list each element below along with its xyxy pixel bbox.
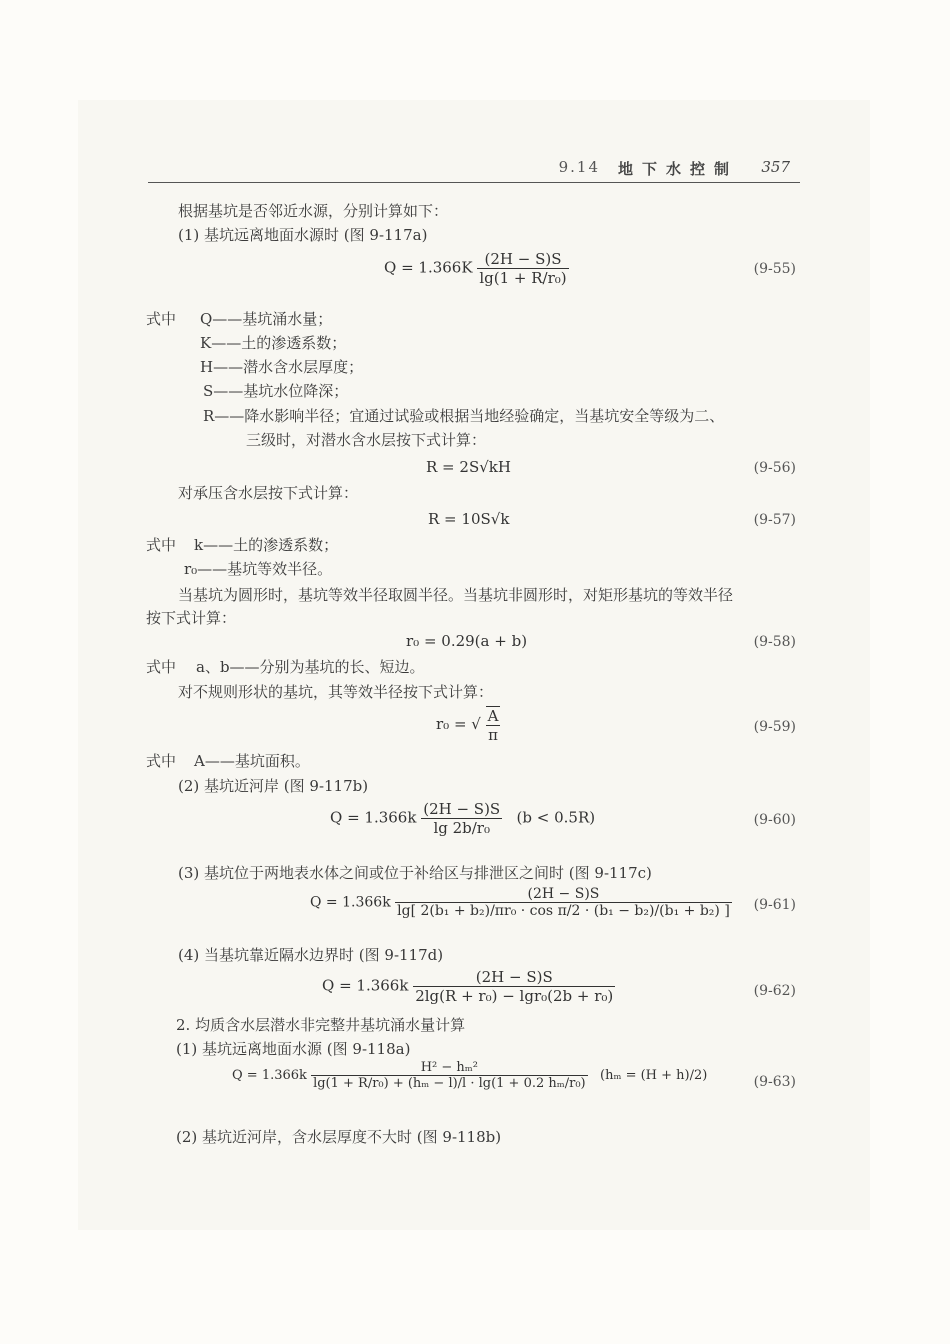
where-label: 式中 <box>146 310 177 328</box>
case-1-heading: (1) 基坑远离地面水源时 (图 9-117a) <box>178 226 428 244</box>
intro-text: 根据基坑是否邻近水源，分别计算如下： <box>178 202 449 220</box>
definition-k: k——土的渗透系数； <box>194 536 339 554</box>
definition-ab: a、b——分别为基坑的长、短边。 <box>196 658 425 676</box>
paragraph-circular: 当基坑为圆形时，基坑等效半径取圆半径。当基坑非圆形时，对矩形基坑的等效半径 <box>178 586 734 604</box>
case-3-heading: (3) 基坑位于两地表水体之间或位于补给区与排泄区之间时 (图 9-117c) <box>178 864 652 882</box>
equation-number-9-56: (9-56) <box>753 460 796 476</box>
subcase-1-heading: (1) 基坑远离地面水源 (图 9-118a) <box>176 1040 411 1058</box>
case-2-heading: (2) 基坑近河岸 (图 9-117b) <box>178 777 369 795</box>
equation-9-60: Q = 1.366k $\frac{(2H - S)S}{\text{lg 2b/r₀}}$ (b < 0.5R) <box>330 800 596 837</box>
equation-number-9-55: (9-55) <box>753 261 796 277</box>
definition-H: H——潜水含水层厚度； <box>200 358 364 376</box>
definition-K: K——土的渗透系数； <box>200 334 347 352</box>
paragraph-circular-cont: 按下式计算： <box>146 609 237 627</box>
irregular-text: 对不规则形状的基坑，其等效半径按下式计算： <box>178 683 494 701</box>
definition-Q: Q——基坑涌水量； <box>200 310 333 328</box>
where-label: 式中 <box>146 658 177 676</box>
equation-9-61: Q = 1.366k $\frac{(2H - S)S}{\text{lg[ 2(b₁ + b₂)/πr₀ · cos π/2 · (b₁ − b₂)/(b₁ + b₂) ]}}$ <box>310 886 730 919</box>
confined-text: 对承压含水层按下式计算： <box>178 484 359 502</box>
section-title: 地下水控制 <box>617 160 738 178</box>
equation-number-9-60: (9-60) <box>753 812 796 828</box>
running-header <box>148 158 800 183</box>
subcase-2-heading: (2) 基坑近河岸，含水层厚度不大时 (图 9-118b) <box>176 1128 502 1146</box>
definition-A: A——基坑面积。 <box>194 752 310 770</box>
section-number: 9.14 <box>558 158 600 176</box>
equation-number-9-59: (9-59) <box>753 719 796 735</box>
definition-r0: r₀——基坑等效半径。 <box>184 560 333 578</box>
where-label: 式中 <box>146 536 177 554</box>
definition-R-cont: 三级时，对潜水含水层按下式计算： <box>246 431 487 449</box>
equation-number-9-62: (9-62) <box>753 983 796 999</box>
equation-9-55: Q = 1.366K $\frac{(2H - S)S}{\text{lg(1 + R/r₀)}}$ <box>384 250 567 287</box>
equation-9-59: r₀ = √ $\frac{A}{\pi}$ <box>436 707 499 744</box>
equation-number-9-61: (9-61) <box>753 897 796 913</box>
equation-number-9-57: (9-57) <box>753 512 796 528</box>
where-label: 式中 <box>146 752 177 770</box>
case-4-heading: (4) 当基坑靠近隔水边界时 (图 9-117d) <box>178 946 444 964</box>
equation-9-57: R = 10S√k <box>428 510 510 528</box>
equation-9-56: R = 2S√kH <box>426 458 511 476</box>
equation-9-62: Q = 1.366k $\frac{(2H - S)S}{\text{2lg(R + r₀) − lgr₀(2b + r₀)}}$ <box>322 968 614 1005</box>
equation-9-58: r₀ = 0.29(a + b) <box>406 632 528 650</box>
definition-S: S——基坑水位降深； <box>203 382 349 400</box>
equation-9-63: Q = 1.366k $\frac{\text{H² − hₘ²}}{\text{lg(1 + R/r₀) + (hₘ − l)/l · lg(1 + 0.2 hₘ/r₀)}}$ (hₘ = (H + h)/2) <box>232 1060 708 1091</box>
section-2-heading: 2. 均质含水层潜水非完整井基坑涌水量计算 <box>176 1016 466 1034</box>
equation-number-9-63: (9-63) <box>753 1074 796 1090</box>
page-number: 357 <box>761 158 790 176</box>
definition-R: R——降水影响半径；宜通过试验或根据当地经验确定，当基坑安全等级为二、 <box>203 407 725 425</box>
equation-number-9-58: (9-58) <box>753 634 796 650</box>
